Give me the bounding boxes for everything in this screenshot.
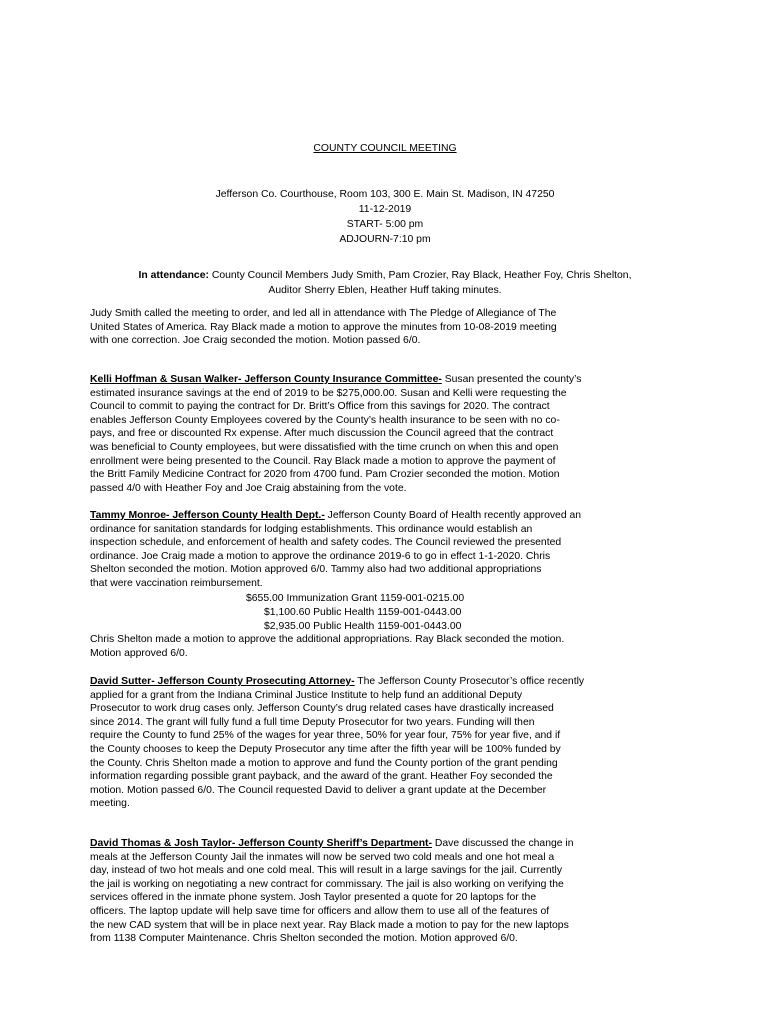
paragraph-line: David Thomas & Josh Taylor- Jefferson County Sheriff’s Department- Dave discussed the change in <box>90 838 574 849</box>
paragraph-line: the new CAD system that will be in place next year. Ray Black made a motion to pay for the new laptops <box>90 919 569 931</box>
paragraph-line: the Britt Family Medicine Contract for 2020 from 4700 fund. Pam Crozier seconded the motion. Motion <box>90 469 560 481</box>
paragraph-line: Kelli Hoffman & Susan Walker- Jefferson County Insurance Committee- Susan presented the county’s <box>90 374 582 385</box>
paragraph-line: from 1138 Computer Maintenance. Chris Shelton seconded the motion. Motion approved 6/0. <box>90 933 518 945</box>
paragraph-line: estimated insurance savings at the end of 2019 to be $275,000.00. Susan and Kelli were requesting the <box>90 387 567 399</box>
sheriff-paragraph <box>90 837 682 946</box>
paragraph-line: since 2014. The grant will fully fund a full time Deputy Prosecutor for two years. Funding will then <box>90 716 535 728</box>
meeting-start: START- 5:00 pm <box>346 219 424 230</box>
paragraph-line: motion. Motion passed 6/0. The Council requested David to deliver a grant update at the December <box>90 784 547 796</box>
paragraph-line: Tammy Monroe- Jefferson County Health Dept.- Jefferson County Board of Health recently approved an <box>90 510 582 521</box>
document-title: COUNTY COUNCIL MEETING <box>313 143 457 154</box>
paragraph-line: services offered in the inmate phone system. Josh Taylor presented a quote for 20 laptops for the <box>90 892 537 904</box>
paragraph-line: passed 4/0 with Heather Foy and Joe Craig abstaining from the vote. <box>90 482 407 494</box>
paragraph-line: Shelton seconded the motion. Motion approved 6/0. Tammy also had two additional appropriations <box>90 564 542 576</box>
paragraph-line: enables Jefferson County Employees covered by the County’s health insurance to be seen with no co- <box>90 414 560 426</box>
sheriff-heading: David Thomas & Josh Taylor- Jefferson County Sheriff’s Department- <box>90 838 432 849</box>
paragraph-line: ordinance for sanitation standards for lodging establishments. This ordinance would establish an <box>90 523 533 535</box>
paragraph-line: information regarding possible grant payback, and the award of the grant. Heather Foy seconded the <box>90 771 553 783</box>
paragraph-line: with one correction. Joe Craig seconded the motion. Motion passed 6/0. <box>90 335 421 347</box>
appropriation-line-3: $2,935.00 Public Health 1159-001-0443.00 <box>264 621 462 632</box>
paragraph-line: that were vaccination reimbursement. <box>90 577 263 589</box>
appropriation-line-1: $655.00 Immunization Grant 1159-001-0215.00 <box>246 593 465 604</box>
paragraph-line: pays, and free or discounted Rx expense. After much discussion the Council agreed that the contract <box>90 428 554 440</box>
attendance-line-2: Auditor Sherry Eblen, Heather Huff taking minutes. <box>268 285 502 296</box>
opening-paragraph <box>90 307 682 348</box>
appropriation-line-2: $1,100.60 Public Health 1159-001-0443.00 <box>264 607 462 618</box>
paragraph-line: inspection schedule, and enforcement of health and safety codes. The Council reviewed the presented <box>90 537 562 549</box>
health-followup <box>90 633 682 660</box>
paragraph-line: officers. The laptop update will help save time for officers and allow them to use all of the features of <box>90 905 550 917</box>
health-paragraph <box>90 509 682 591</box>
attendance-text: County Council Members Judy Smith, Pam Crozier, Ray Black, Heather Foy, Chris Shelton, <box>208 270 632 281</box>
paragraph-line: applied for a grant from the Indiana Criminal Justice Institute to help fund an additional Deputy <box>90 689 523 701</box>
meeting-date: 11-12-2019 <box>358 204 412 215</box>
health-heading: Tammy Monroe- Jefferson County Health Dept.- <box>90 510 325 521</box>
paragraph-line: meals at the Jefferson County Jail the inmates will now be served two cold meals and one hot meal a <box>90 851 555 863</box>
paragraph-line: was beneficial to County employees, but were dissatisfied with the time crunch on when this and open <box>90 441 559 453</box>
paragraph-line: United States of America. Ray Black made a motion to approve the minutes from 10-08-2019 meeting <box>90 321 557 333</box>
meeting-location: Jefferson Co. Courthouse, Room 103, 300 E. Main St. Madison, IN 47250 <box>215 189 555 200</box>
attendance-label: In attendance: <box>138 270 209 281</box>
paragraph-line: Judy Smith called the meeting to order, and led all in attendance with The Pledge of Allegiance of The <box>90 308 557 319</box>
paragraph-line: meeting. <box>90 798 130 810</box>
paragraph-line: day, instead of two hot meals and one cold meal. This will result in a large savings for the jail. Currently <box>90 865 563 877</box>
paragraph-line: David Sutter- Jefferson County Prosecuting Attorney- The Jefferson County Prosecutor’s office recently <box>90 676 585 687</box>
paragraph-line: ordinance. Joe Craig made a motion to approve the ordinance 2019-6 to go in effect 1-1-2020. Chris <box>90 550 551 562</box>
paragraph-line: enrollment were being presented to the Council. Ray Black made a motion to approve the payment of <box>90 455 556 467</box>
paragraph-line: require the County to fund 25% of the wages for year three, 50% for year four, 75% for year five, and if <box>90 730 561 742</box>
paragraph-line: the County. Chris Shelton made a motion to approve and fund the County portion of the grant pending <box>90 757 558 769</box>
paragraph-line: the County chooses to keep the Deputy Prosecutor any time after the fifth year will be 100% funded by <box>90 743 561 755</box>
prosecutor-paragraph <box>90 675 682 811</box>
paragraph-line: Council to commit to paying the contract for Dr. Britt’s Office from this savings for 2020. The contract <box>90 401 550 413</box>
attendance-line-1 <box>0 269 770 283</box>
paragraph-line: Chris Shelton made a motion to approve the additional appropriations. Ray Black seconded the motion. <box>90 634 565 645</box>
meeting-adjourn: ADJOURN-7:10 pm <box>339 234 431 245</box>
prosecutor-heading: David Sutter- Jefferson County Prosecuting Attorney- <box>90 676 355 687</box>
paragraph-line: Motion approved 6/0. <box>90 647 188 659</box>
paragraph-line: Prosecutor to work drug cases only. Jefferson County’s drug related cases have drastically increased <box>90 703 554 715</box>
paragraph-line: the jail is working on negotiating a new contract for commissary. The jail is also working on verifying the <box>90 878 564 890</box>
insurance-heading: Kelli Hoffman & Susan Walker- Jefferson County Insurance Committee- <box>90 374 442 385</box>
insurance-paragraph <box>90 373 682 495</box>
